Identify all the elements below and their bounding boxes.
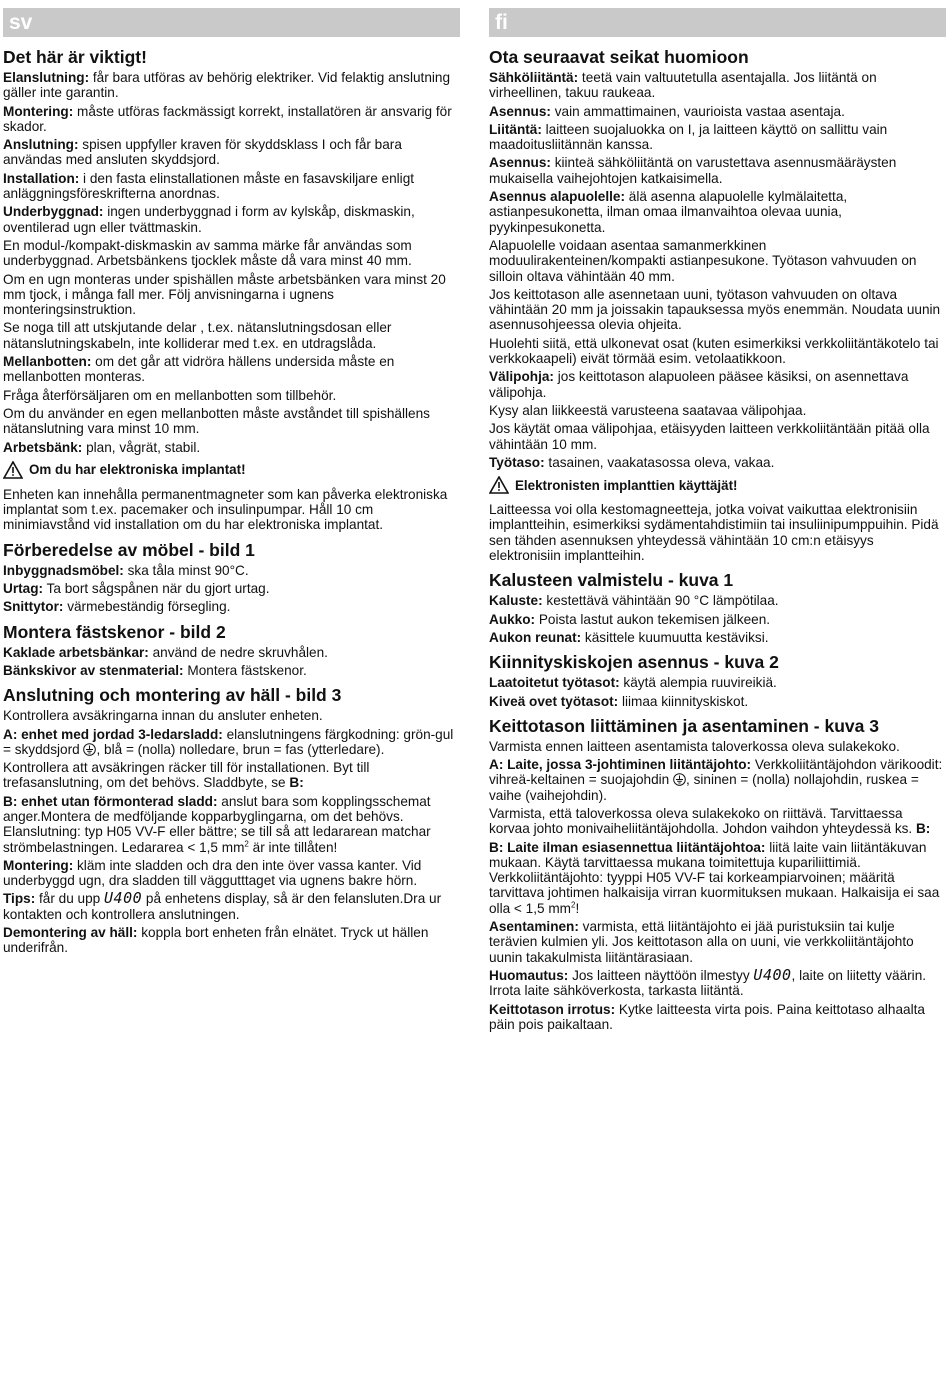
section-title: Det här är viktigt!: [3, 47, 147, 67]
paragraph: Työtaso: tasainen, vaakatasossa oleva, vakaa.: [489, 454, 775, 470]
paragraph: Asennus alapuolelle: älä asenna alapuolelle kylmälaitetta, astianpesukonetta, ilman omaa ilmanvaihtoa olevaa uunia, pyykinpesukonetta.: [489, 189, 848, 235]
section-title: Keittotason liittäminen ja asentaminen - kuva 3: [489, 715, 879, 736]
ground-symbol-icon: [673, 773, 686, 786]
language-header: fi: [489, 8, 946, 37]
paragraph: Asennus: kiinteä sähköliitäntä on varustettava asennusmääräysten mukaisella vaihejohtojen katkaisimella.: [489, 155, 897, 186]
implant-warning: Elektronisten implanttien käyttäjät!: [489, 476, 946, 494]
paragraph: Keittotason irrotus: Kytke laitteesta virta pois. Paina keittotaso alhaalta päin pois paikaltaan.: [489, 1001, 925, 1032]
paragraph: Kontrollera avsäkringarna innan du ansluter enheten.: [3, 708, 323, 724]
section-title: Förberedelse av möbel - bild 1: [3, 539, 255, 560]
paragraph: Kontrollera att avsäkringen räcker till för installationen. Byt till trefasanslutning, om det behövs. Sladdbyte, se B:: [3, 760, 370, 791]
warning-triangle-icon: [3, 461, 23, 479]
column-finnish: [489, 8, 946, 1035]
paragraph: Fråga återförsäljaren om en mellanbotten som tillbehör.: [3, 387, 337, 403]
paragraph: Varmista ennen laitteen asentamista taloverkossa oleva sulakekoko.: [489, 738, 900, 754]
display-code: U400: [753, 965, 792, 984]
paragraph: Asentaminen: varmista, että liitäntäjohto ei jää puristuksiin tai kulje terävien kulmien yli. Jos keittotason alla on uuni, vie verkkoliitäntäjohto uunin takakulmista liitäntärasiaan.: [489, 919, 914, 965]
paragraph: Bänkskivor av stenmaterial: Montera fästskenor.: [3, 662, 307, 678]
paragraph: Asennus: vain ammattimainen, vaurioista vastaa asentaja.: [489, 103, 845, 119]
column-swedish: [3, 8, 460, 959]
paragraph: A: enhet med jordad 3-ledarsladd: elanslutningens färgkodning: grön-gul = skyddsjord , blå = (nolla) nolledare, brun = fas (ytterledare).: [3, 726, 454, 757]
paragraph: En modul-/kompakt-diskmaskin av samma märke får användas som underbyggnad. Arbetsbänkens tjocklek måste då vara minst 40 mm.: [3, 237, 412, 269]
ground-symbol-icon: [83, 743, 96, 756]
paragraph: Montering: måste utföras fackmässigt korrekt, installatören är ansvarig för skador.: [3, 103, 452, 134]
paragraph: Urtag: Ta bort sågspånen när du gjort urtag.: [3, 581, 270, 597]
warning-triangle-icon: [489, 476, 509, 494]
paragraph: Om du använder en egen mellanbotten måste avståndet till spishällens nätanslutning vara minst 10 mm.: [3, 405, 430, 437]
paragraph: B: enhet utan förmonterad sladd: anslut bara som kopplingsschemat anger.Montera de medföljande kopparbyglingarna, om det behövs. Elanslutning: typ H05 VV-F eller bättre; se till så att ledararean matchar strömbelastningen. Ledararea < 1,5 $mm^2$ är inte tillåten!: [3, 793, 431, 855]
paragraph: Huomautus: Jos laitteen näyttöön ilmestyy U400, laite on liitetty väärin. Irrota laite sähköverkosta, tarkasta liitäntä.: [489, 965, 927, 999]
paragraph: Huolehti siitä, että ulkonevat osat (kuten esimerkiksi verkkoliitäntäkotelo tai verkkokaapeli) eivät törmää esim. vetolaatikkoon.: [489, 335, 939, 367]
paragraph: Installation: i den fasta elinstallationen måste en fasavskiljare enligt anläggningsföreskrifterna anordnas.: [3, 170, 415, 202]
paragraph: Välipohja: jos keittotason alapuoleen pääsee käsiksi, on asennettava välipohja.: [489, 369, 909, 400]
paragraph: Laitteessa voi olla kestomagneetteja, jotka voivat vaikuttaa elektronisiin implantteihin, esimerkiksi sydämentahdistimiin tai insuliinipumppuihin. Pidä sen tähden asennuksen yhteydessä vähintään 10 cm:n etäisyys elektronisiin implantteihin.: [489, 502, 939, 564]
section-title: Kiinnityskiskojen asennus - kuva 2: [489, 652, 779, 673]
paragraph: Kysy alan liikkeestä varusteena saatavaa välipohjaa.: [489, 402, 807, 418]
paragraph: Tips: får du upp U400 på enhetens display, så är den felansluten.Dra ur kontakten och kontrollera anslutningen.: [3, 889, 442, 922]
paragraph: Underbyggnad: ingen underbyggnad i form av kylskåp, diskmaskin, oventilerad ugn eller tvättmaskin.: [3, 204, 415, 235]
paragraph: Enheten kan innehålla permanentmagneter som kan påverka elektroniska implantat som t.ex. pacemaker och insulinpumpar. Håll 10 cm minimiavstånd vid installation om du har elektroniska implantat.: [3, 486, 448, 533]
paragraph: Inbyggnadsmöbel: ska tåla minst 90°C.: [3, 562, 249, 578]
paragraph: Alapuolelle voidaan asentaa samanmerkkinen moduulirakenteinen/kompakti astianpesukone. Työtason vahvuuden on silloin oltava vähintään 40 mm.: [489, 237, 917, 284]
section-title: Anslutning och montering av häll - bild 3: [3, 685, 342, 706]
paragraph: Kaluste: kestettävä vähintään 90 °C lämpötilaa.: [489, 593, 779, 609]
paragraph: Se noga till att utskjutande delar , t.ex. nätanslutningsdosan eller nätanslutningskabeln, inte kolliderar med t.ex. en utdragslåda.: [3, 320, 392, 351]
paragraph: Kiveä ovet työtasot: liimaa kiinnityskiskot.: [489, 693, 749, 709]
paragraph: Montering: kläm inte sladden och dra den inte över vassa kanter. Vid underbyggd ugn, dra sladden till väggutttaget via ugnens bakre hörn.: [3, 857, 422, 889]
paragraph: Anslutning: spisen uppfyller kraven för skyddsklass I och får bara användas med ansluten skyddsjord.: [3, 137, 402, 168]
paragraph: Aukko: Poista lastut aukon tekemisen jälkeen.: [489, 611, 771, 627]
paragraph: Snittytor: värmebeständig försegling.: [3, 599, 231, 615]
paragraph: Demontering av häll: koppla bort enheten från elnätet. Tryck ut hällen underifrån.: [3, 925, 429, 956]
language-header: sv: [3, 8, 460, 37]
paragraph: A: Laite, jossa 3-johtiminen liitäntäjohto: Verkkoliitäntäjohdon värikoodit: vihreä-keltainen = suojajohdin , sininen = (nolla) nollajohdin, ruskea = vaihe (vaihejohdin).: [489, 757, 943, 803]
paragraph: Om en ugn monteras under spishällen måste arbetsbänken vara minst 20 mm tjock, i många fall mer. Följ anvisningarna i ugnens monteringsinstruktion.: [3, 271, 446, 318]
section-title: Kalusteen valmistelu - kuva 1: [489, 570, 734, 591]
implant-warning: Om du har elektroniska implantat!: [3, 461, 460, 479]
paragraph: Sähköliitäntä: teetä vain valtuutetulla asentajalla. Jos liitäntä on virheellinen, takuu raukeaa.: [489, 70, 877, 101]
paragraph: Jos käytät omaa välipohjaa, etäisyyden laitteen verkkoliitäntään pitää olla vähintään 10 mm.: [489, 421, 930, 452]
paragraph: Varmista, että taloverkossa oleva sulakekoko on riittävä. Tarvittaessa korvaa johto monivaiheliitäntäjohdolla. Johdon vaihdon yhteydessä ks. B:: [489, 805, 931, 837]
display-code: U400: [104, 889, 143, 908]
paragraph: Laatoitetut työtasot: käytä alempia ruuvireikiä.: [489, 675, 777, 691]
paragraph: Arbetsbänk: plan, vågrät, stabil.: [3, 439, 201, 455]
paragraph: Aukon reunat: käsittele kuumuutta kestäviksi.: [489, 629, 769, 645]
paragraph: Elanslutning: får bara utföras av behörig elektriker. Vid felaktig anslutning gäller inte garantin.: [3, 70, 451, 101]
paragraph: B: Laite ilman esiasennettua liitäntäjohtoa: liitä laite vain liitäntäkuvan mukaan. Käytä tarvittaessa mukana toimitettuja kupariliittimiä. Verkkoliitäntäjohto: tyyppi H05 VV-F tai korkeampiarvoinen; määritä tarvittava johtimen halkaisija virran kuormituksen mukaan. Halkaisija ei saa olla < 1,5 $mm^2$!: [489, 839, 940, 916]
paragraph: Jos keittotason alle asennetaan uuni, työtason vahvuuden on oltava vähintään 20 mm ja joissakin tapauksessa myös enemmän. Noudata uunin asennusohjeessa olevia ohjeita.: [489, 286, 941, 333]
paragraph: Mellanbotten: om det går att vidröra hällens undersida måste en mellanbotten monteras.: [3, 354, 395, 385]
section-title: Montera fästskenor - bild 2: [3, 621, 226, 642]
section-title: Ota seuraavat seikat huomioon: [489, 47, 749, 67]
paragraph: Kaklade arbetsbänkar: använd de nedre skruvhålen.: [3, 644, 328, 660]
paragraph: Liitäntä: laitteen suojaluokka on I, ja laitteen käyttö on sallittu vain maadoitusliitännän kanssa.: [489, 121, 888, 153]
